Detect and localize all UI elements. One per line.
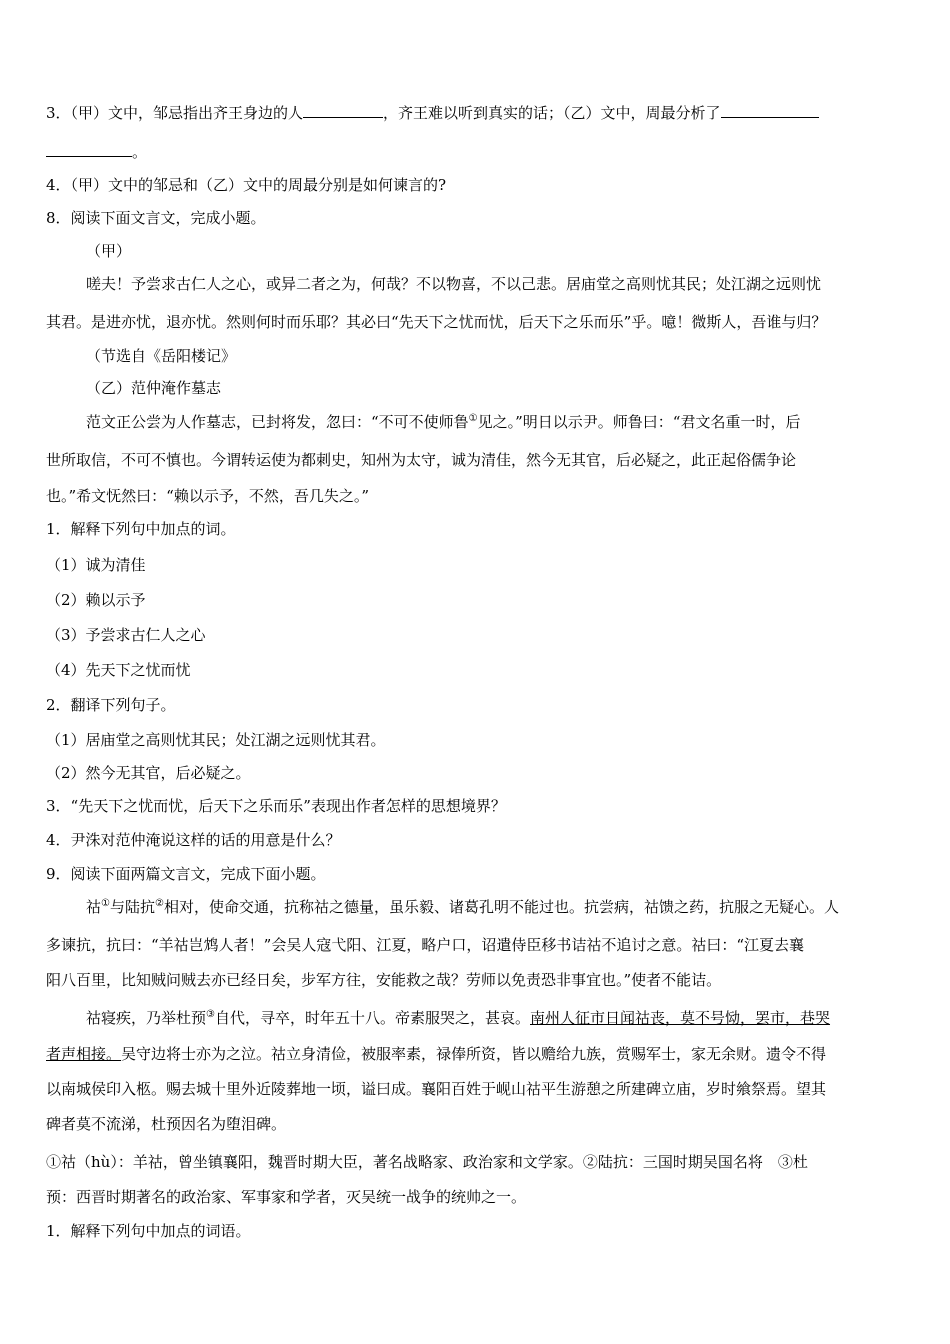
- passage-line: 范文正公尝为人作墓志，已封将发，忽曰：“不可不使师鲁①见之。”明日以示尹。师鲁曰：“君文名重一时，后: [86, 413, 801, 431]
- passage-line: 世所取信，不可不慎也。今谓转运使为都刺史，知州为太守，诚为清佳，然今无其官，后必疑之，此正起俗儒争论: [46, 451, 797, 469]
- answer-blank[interactable]: [303, 103, 383, 118]
- sub-question: （4）先天下之忧而忧: [46, 661, 191, 679]
- passage-line: 者声相接。吴守边将士亦为之泣。祜立身清俭，被服率素，禄俸所资，皆以赡给九族，赏赐军士，家无余财。遗令不得: [46, 1045, 827, 1063]
- passage-line: 其君。是进亦忧，退亦忧。然则何时而乐耶？其必曰“先天下之忧而忧，后天下之乐而乐”乎。噫！微斯人，吾谁与归？: [46, 313, 827, 331]
- passage-line: 碑者莫不流涕，杜预因名为堕泪碑。: [46, 1115, 287, 1133]
- section-heading: 8．阅读下面文言文，完成小题。: [46, 209, 266, 227]
- passage-label: （乙）范仲淹作墓志: [86, 379, 222, 397]
- passage-line: 也。”希文怃然曰：“赖以示予，不然，吾几失之。”: [46, 487, 370, 505]
- sub-question: （3）予尝求古仁人之心: [46, 626, 206, 644]
- footnote: 预：西晋时期著名的政治家、军事家和学者，灭吴统一战争的统帅之一。: [46, 1188, 527, 1206]
- sub-question: （2）然今无其官，后必疑之。: [46, 764, 251, 782]
- passage-line: 祜①与陆抗②相对，使命交通，抗称祜之德量，虽乐毅、诸葛孔明不能过也。抗尝病，祜馈之药，抗服之无疑心。人: [86, 898, 839, 916]
- passage-label: （甲）: [86, 242, 132, 260]
- passage-line: 多谏抗，抗曰：“羊祜岂鸩人者！”会吴人寇弋阳、江夏，略户口，诏遣侍臣移书诘祜不追讨之意。祜曰：“江夏去襄: [46, 936, 805, 954]
- section-heading: 9．阅读下面两篇文言文，完成下面小题。: [46, 865, 326, 883]
- underlined-sentence: 者声相接。: [46, 1045, 122, 1063]
- question-line: 2．翻译下列句子。: [46, 696, 176, 714]
- passage-line: 祜寝疾，乃举杜预③自代，寻卒，时年五十八。帝素服哭之，甚哀。南州人征市日闻祜丧，莫不号恸，罢市，巷哭: [86, 1009, 831, 1027]
- question-line: 3．“先天下之忧而忧，后天下之乐而乐”表现出作者怎样的思想境界？: [46, 797, 506, 815]
- answer-blank[interactable]: [721, 103, 819, 118]
- passage-source: （节选自《岳阳楼记》: [86, 347, 237, 365]
- passage-line: 嗟夫！予尝求古仁人之心，或异二者之为，何哉？不以物喜，不以己悲。居庙堂之高则忧其民；处江湖之远则忧: [86, 275, 822, 293]
- question-line: 4．尹洙对范仲淹说这样的话的用意是什么？: [46, 831, 341, 849]
- sub-question: （1）居庙堂之高则忧其民；处江湖之远则忧其君。: [46, 731, 386, 749]
- sub-question: （2）赖以示予: [46, 591, 146, 609]
- question-line: 1．解释下列句中加点的词。: [46, 520, 236, 538]
- question-line: 1．解释下列句中加点的词语。: [46, 1222, 251, 1240]
- answer-blank[interactable]: [46, 142, 132, 157]
- passage-line: 阳八百里，比知贼问贼去亦已经日矣，步军方往，安能救之哉？劳师以免责恐非事宜也。”使者不能诘。: [46, 971, 722, 989]
- question-line: 3．（甲）文中，邹忌指出齐王身边的人 ，齐王难以听到真实的话；（乙）文中，周最分析了: [46, 103, 819, 123]
- question-line: 。: [46, 142, 147, 162]
- passage-line: 以南城侯印入柩。赐去城十里外近陵葬地一顷，谥曰成。襄阳百姓于岘山祜平生游憩之所建碑立庙，岁时飨祭焉。望其: [46, 1080, 827, 1098]
- question-line: 4．（甲）文中的邹忌和（乙）文中的周最分别是如何谏言的?: [46, 176, 447, 194]
- footnote: ①祜（hù）：羊祜，曾坐镇襄阳，魏晋时期大臣，著名战略家、政治家和文学家。②陆抗：三国时期吴国名将 ③杜: [46, 1153, 808, 1171]
- sub-question: （1）诚为清佳: [46, 556, 146, 574]
- underlined-sentence: 南州人征市日闻祜丧，莫不号恸，罢市，巷哭: [530, 1009, 831, 1027]
